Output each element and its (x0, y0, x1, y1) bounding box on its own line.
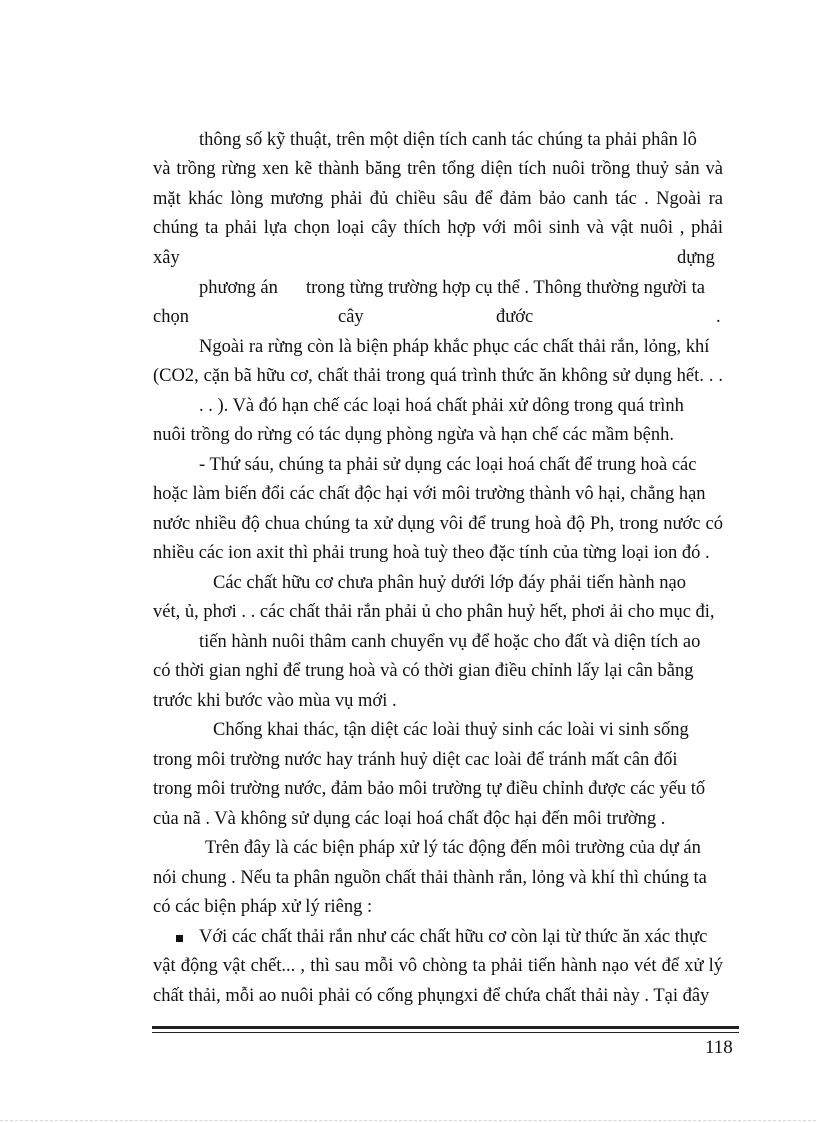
text-line: Ngoài ra rừng còn là biện pháp khắc phục các chất thải rắn, lỏng, khí (199, 337, 710, 357)
text-line: có thời gian nghỉ để trung hoà và có thời gian điều chỉnh lấy lại cân bằng (153, 661, 694, 681)
text-line: tiến hành nuôi thâm canh chuyển vụ để hoặc cho đất và diện tích ao (199, 632, 701, 652)
text-line: và trồng rừng xen kẽ thành băng trên tổng diện tích nuôi trồng thuỷ sản và (153, 159, 723, 179)
text-line: cây (338, 307, 364, 327)
text-line: Với các chất thải rắn như các chất hữu cơ còn lại từ thức ăn xác thực (199, 927, 708, 947)
text-line: dựng (677, 248, 715, 268)
text-line: vật động vật chết... , thì sau mỗi vô chòng ta phải tiến hành nạo vét để xử lý (153, 956, 723, 976)
text-line: Chống khai thác, tận diệt các loài thuỷ sinh các loài vi sinh sống (213, 720, 689, 740)
text-line: . (716, 307, 721, 327)
text-line: của nã . Và không sử dụng các loại hoá chất độc hại đến môi trường . (153, 809, 666, 829)
text-line: trong môi trường nước hay tránh huỷ diệt cac loài để tránh mất cân đối (153, 750, 678, 770)
text-line: chúng ta phải lựa chọn loại cây thích hợp với môi sinh và vật nuôi , phải (153, 218, 723, 238)
text-line: - Thứ sáu, chúng ta phải sử dụng các loại hoá chất để trung hoà các (199, 455, 697, 475)
page-number: 118 (705, 1037, 733, 1058)
text-line: . . ). Và đó hạn chế các loại hoá chất phải xử dông trong quá trình (199, 396, 684, 416)
text-line: Trên đây là các biện pháp xử lý tác động đến môi trường của dự án (205, 838, 701, 858)
text-line: nhiều các ion axit thì phải trung hoà tuỳ theo đặc tính của từng loại ion đó . (153, 543, 710, 563)
text-line: thông số kỹ thuật, trên một diện tích canh tác chúng ta phải phân lô (199, 130, 697, 150)
footer-rule-thick (152, 1026, 739, 1029)
text-line: nước nhiều độ chua chúng ta xử dụng vôi để trung hoà độ Ph, trong nước có (153, 514, 723, 534)
text-line: trước khi bước vào mùa vụ mới . (153, 691, 397, 711)
text-line: nói chung . Nếu ta phân nguồn chất thải thành rắn, lỏng và khí thì chúng ta (153, 868, 707, 888)
text-line: hoặc làm biến đổi các chất độc hại với môi trường thành vô hại, chẳng hạn (153, 484, 706, 504)
bullet-icon (176, 935, 183, 942)
text-line: phương án (199, 278, 278, 298)
text-line: trong từng trường hợp cụ thể . Thông thường người ta (306, 278, 706, 298)
text-line: chọn (153, 307, 189, 327)
page-edge (0, 1120, 816, 1122)
text-line: nuôi trồng do rừng có tác dụng phòng ngừa và hạn chế các mầm bệnh. (153, 425, 674, 445)
text-line: chất thải, mỗi ao nuôi phải có cống phụngxi để chứa chất thải này . Tại đây (153, 986, 710, 1006)
text-line: có các biện pháp xử lý riêng : (153, 897, 373, 917)
text-line: vét, ủ, phơi . . các chất thải rắn phải ủ cho phân huỷ hết, phơi ải cho mục đi, (153, 602, 715, 622)
footer-rule-thin (152, 1032, 739, 1033)
text-line: đước (496, 307, 534, 327)
text-line: xây (153, 248, 180, 268)
text-line: Các chất hữu cơ chưa phân huỷ dưới lớp đáy phải tiến hành nạo (213, 573, 686, 593)
text-line: (CO2, cặn bã hữu cơ, chất thải trong quá trình thức ăn không sử dụng hết. . . (153, 366, 723, 386)
text-line: mặt khác lòng mương phải đủ chiều sâu để đảm bảo canh tác . Ngoài ra (153, 189, 723, 209)
text-line: trong môi trường nước, đảm bảo môi trường tự điều chỉnh được các yếu tố (153, 779, 706, 799)
